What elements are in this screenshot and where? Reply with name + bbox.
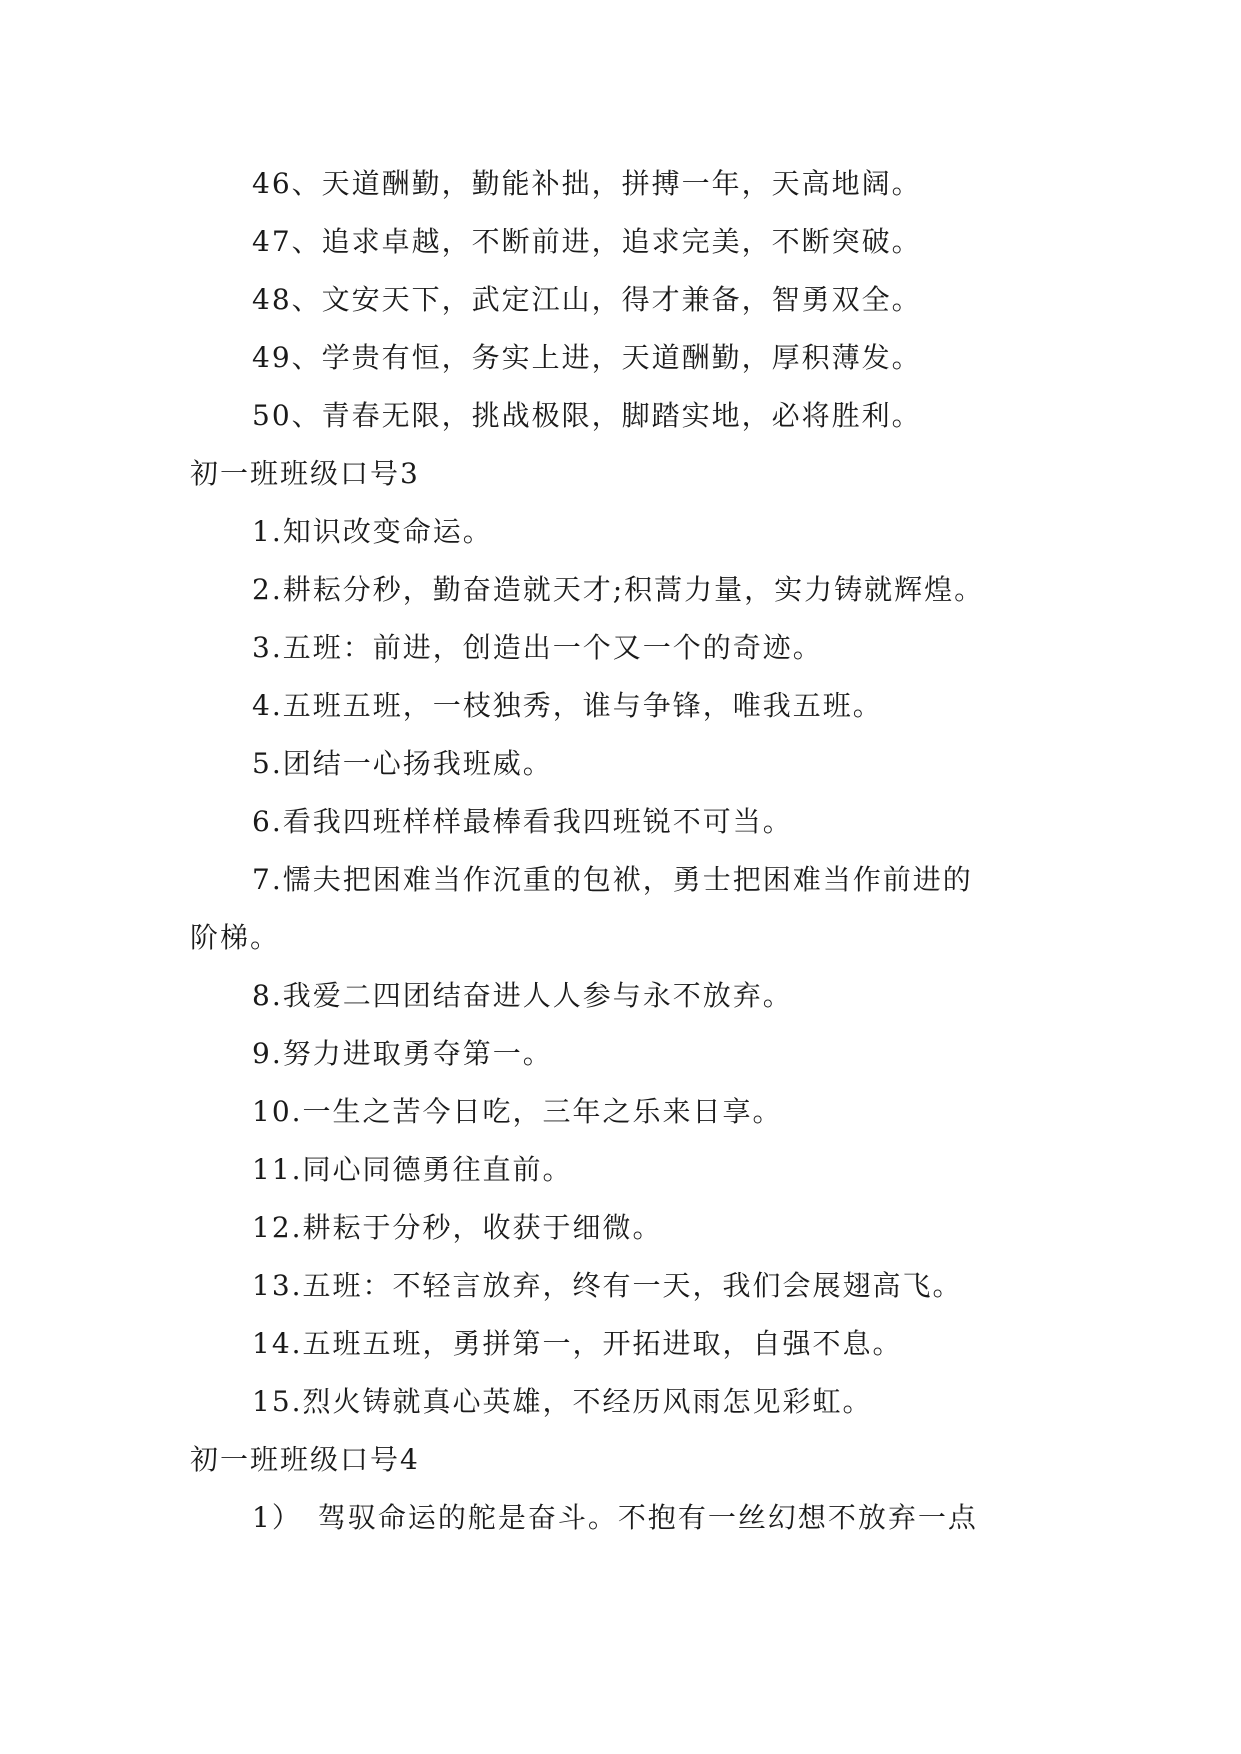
section-heading: 初一班班级口号4 <box>190 1443 420 1476</box>
slogan-line: 4.五班五班，一枝独秀，谁与争锋，唯我五班。 <box>252 689 883 722</box>
slogan-line: 9.努力进取勇夺第一。 <box>252 1037 553 1070</box>
section-heading: 初一班班级口号3 <box>190 457 420 490</box>
slogan-line: 2.耕耘分秒，勤奋造就天才;积蒿力量，实力铸就辉煌。 <box>252 573 985 606</box>
slogan-line: 12.耕耘于分秒，收获于细微。 <box>252 1211 663 1244</box>
slogan-line: 14.五班五班，勇拼第一，开拓进取，自强不息。 <box>252 1327 903 1360</box>
slogan-line: 10.一生之苦今日吃，三年之乐来日享。 <box>252 1095 783 1128</box>
slogan-line: 1） 驾驭命运的舵是奋斗。不抱有一丝幻想不放弃一点 <box>252 1501 978 1534</box>
slogan-line: 49、学贵有恒，务实上进，天道酬勤，厚积薄发。 <box>252 341 922 374</box>
slogan-line: 11.同心同德勇往直前。 <box>252 1153 573 1186</box>
slogan-line: 8.我爱二四团结奋进人人参与永不放弃。 <box>252 979 793 1012</box>
slogan-line: 50、青春无限，挑战极限，脚踏实地，必将胜利。 <box>252 399 922 432</box>
slogan-line: 6.看我四班样样最棒看我四班锐不可当。 <box>252 805 793 838</box>
slogan-line: 7.懦夫把困难当作沉重的包袱，勇士把困难当作前进的 <box>252 863 973 896</box>
slogan-line: 13.五班：不轻言放弃，终有一天，我们会展翅高飞。 <box>252 1269 963 1302</box>
slogan-line: 1.知识改变命运。 <box>252 515 493 548</box>
slogan-line: 15.烈火铸就真心英雄，不经历风雨怎见彩虹。 <box>252 1385 873 1418</box>
slogan-line: 46、天道酬勤，勤能补拙，拼搏一年，天高地阔。 <box>252 167 922 200</box>
slogan-line-continued: 阶梯。 <box>190 921 281 954</box>
slogan-line: 5.团结一心扬我班威。 <box>252 747 553 780</box>
slogan-line: 48、文安天下，武定江山，得才兼备，智勇双全。 <box>252 283 922 316</box>
slogan-line: 47、追求卓越，不断前进，追求完美，不断突破。 <box>252 225 922 258</box>
slogan-line: 3.五班：前进，创造出一个又一个的奇迹。 <box>252 631 823 664</box>
document-body <box>190 155 1090 1547</box>
